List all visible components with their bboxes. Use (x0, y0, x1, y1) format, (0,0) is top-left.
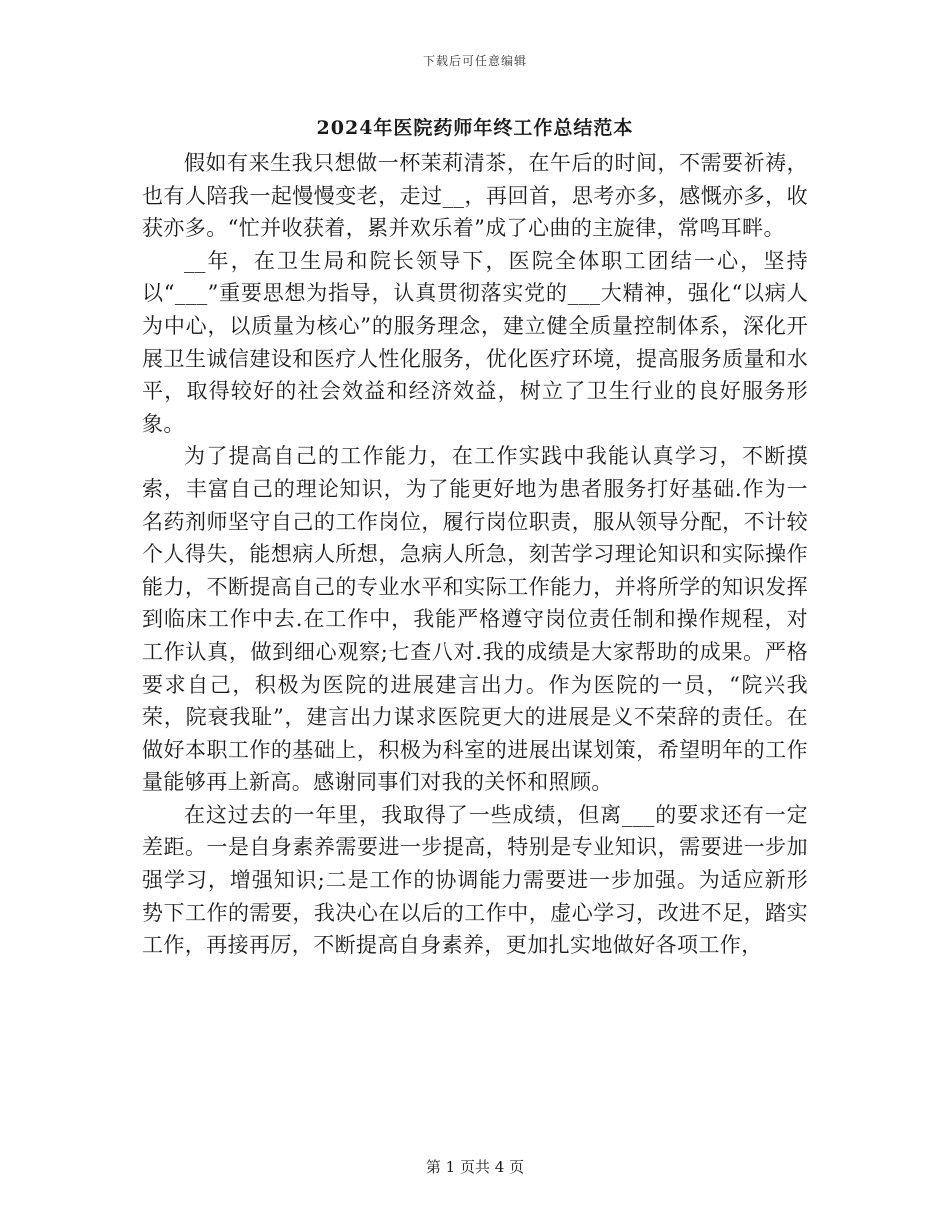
page-header-note: 下载后可任意编辑 (422, 54, 527, 68)
paragraph-2: __年，在卫生局和院长领导下，医院全体职工团结一心，坚持以“___”重要思想为指导，认真贯彻落实党的___大精神，强化“以病人为中心，以质量为核心”的服务理念，建立健全质量控制体系，深化开展卫生诚信建设和医疗人性化服务，优化医疗环境，提高服务质量和水平，取得较好的社会效益和经济效益，树立了卫生行业的良好服务形象。 (142, 248, 808, 436)
document-title: 2024年医院药师年终工作总结范本 (316, 117, 634, 139)
page-number: 第 1 页共 4 页 (425, 1158, 525, 1176)
paragraph-4: 在这过去的一年里，我取得了一些成绩，但离___的要求还有一定差距。一是自身素养需要进一步提高，特别是专业知识，需要进一步加强学习，增强知识;二是工作的协调能力需要进一步加强。为适应新形势下工作的需要，我决心在以后的工作中，虚心学习，改进不足，踏实工作，再接再厉，不断提高自身素养，更加扎实地做好各项工作， (142, 802, 808, 958)
paragraph-3: 为了提高自己的工作能力，在工作实践中我能认真学习，不断摸索，丰富自己的理论知识，为了能更好地为患者服务打好基础.作为一名药剂师坚守自己的工作岗位，履行岗位职责，服从领导分配，不计较个人得失，能想病人所想，急病人所急，刻苦学习理论知识和实际操作能力，不断提高自己的专业水平和实际工作能力，并将所学的知识发挥到临床工作中去.在工作中，我能严格遵守岗位责任制和操作规程，对工作认真，做到细心观察;七查八对.我的成绩是大家帮助的成果。严格要求自己，积极为医院的进展建言出力。作为医院的一员，“院兴我荣，院衰我耻”，建言出力谋求医院更大的进展是义不荣辞的责任。在做好本职工作的基础上，积极为科室的进展出谋划策，希望明年的工作量能够再上新高。感谢同事们对我的关怀和照顾。 (142, 444, 808, 795)
paragraph-1: 假如有来生我只想做一杯茉莉清茶，在午后的时间，不需要祈祷，也有人陪我一起慢慢变老，走过__，再回首，思考亦多，感慨亦多，收获亦多。“忙并收获着，累并欢乐着”成了心曲的主旋律，常鸣耳畔。 (142, 151, 808, 241)
document-body (142, 147, 808, 962)
